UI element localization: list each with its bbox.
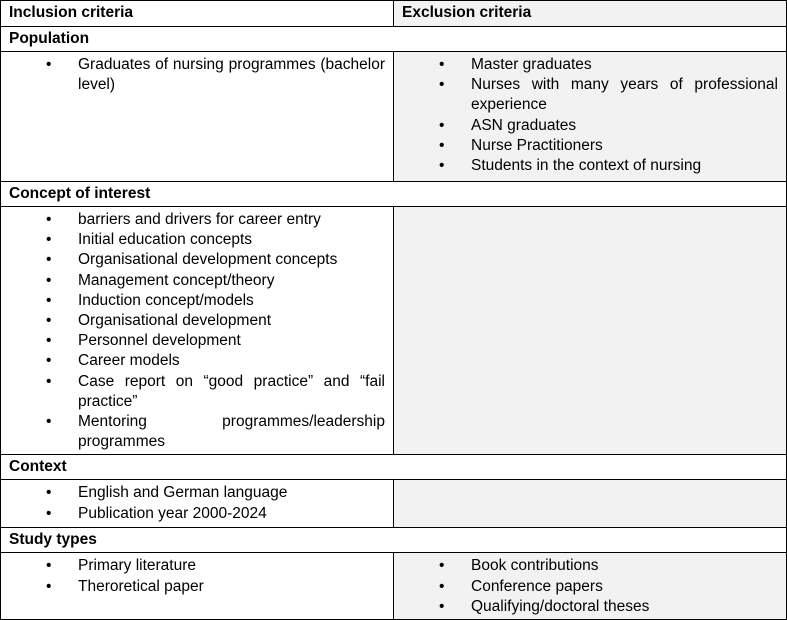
exclusion-item: • ASN graduates — [402, 116, 778, 136]
section-content-row — [1, 480, 787, 528]
inclusion-item: • Organisational development — [9, 311, 385, 331]
inclusion-item: • Graduates of nursing programmes (bachelor level) — [9, 55, 385, 95]
section-title: Population — [1, 27, 787, 52]
inclusion-list — [9, 553, 385, 598]
inclusion-item: • Mentoring programmes/leadership programmes — [9, 412, 385, 452]
exclusion-list — [402, 480, 778, 485]
exclusion-list — [402, 207, 778, 212]
exclusion-cell — [394, 553, 787, 620]
section-title: Concept of interest — [1, 182, 787, 207]
exclusion-item: • Qualifying/doctoral theses — [402, 597, 778, 617]
section-content-row — [1, 52, 787, 182]
section-content-row — [1, 207, 787, 455]
inclusion-item: • English and German language — [9, 483, 385, 503]
inclusion-cell — [1, 207, 394, 455]
exclusion-list — [402, 553, 778, 619]
exclusion-item: • Nurses with many years of professional experience — [402, 75, 778, 115]
exclusion-header: Exclusion criteria — [394, 1, 787, 27]
inclusion-header: Inclusion criteria — [1, 1, 394, 27]
exclusion-cell — [394, 207, 787, 455]
section-title: Study types — [1, 528, 787, 553]
inclusion-cell — [1, 52, 394, 182]
section-header-row — [1, 27, 787, 52]
exclusion-cell — [394, 52, 787, 182]
inclusion-item: • Publication year 2000-2024 — [9, 504, 385, 524]
inclusion-item: • barriers and drivers for career entry — [9, 210, 385, 230]
inclusion-cell — [1, 480, 394, 528]
exclusion-item: • Nurse Practitioners — [402, 136, 778, 156]
inclusion-item: • Induction concept/models — [9, 291, 385, 311]
section-title: Context — [1, 455, 787, 480]
header-row — [1, 1, 787, 27]
inclusion-item: • Theroretical paper — [9, 577, 385, 597]
exclusion-list — [402, 52, 778, 178]
inclusion-item: • Initial education concepts — [9, 230, 385, 250]
inclusion-list — [9, 207, 385, 454]
inclusion-list — [9, 480, 385, 525]
exclusion-item: • Conference papers — [402, 577, 778, 597]
section-header-row — [1, 182, 787, 207]
inclusion-list — [9, 52, 385, 97]
inclusion-item: • Primary literature — [9, 556, 385, 576]
exclusion-cell — [394, 480, 787, 528]
section-header-row — [1, 455, 787, 480]
exclusion-item: • Students in the context of nursing — [402, 156, 778, 176]
inclusion-item: • Management concept/theory — [9, 271, 385, 291]
exclusion-item: • Master graduates — [402, 55, 778, 75]
inclusion-item: • Personnel development — [9, 331, 385, 351]
inclusion-item: • Case report on “good practice” and “fail practice” — [9, 372, 385, 412]
inclusion-item: • Career models — [9, 351, 385, 371]
exclusion-item: • Book contributions — [402, 556, 778, 576]
inclusion-cell — [1, 553, 394, 620]
section-header-row — [1, 528, 787, 553]
section-content-row — [1, 553, 787, 620]
inclusion-item: • Organisational development concepts — [9, 250, 385, 270]
